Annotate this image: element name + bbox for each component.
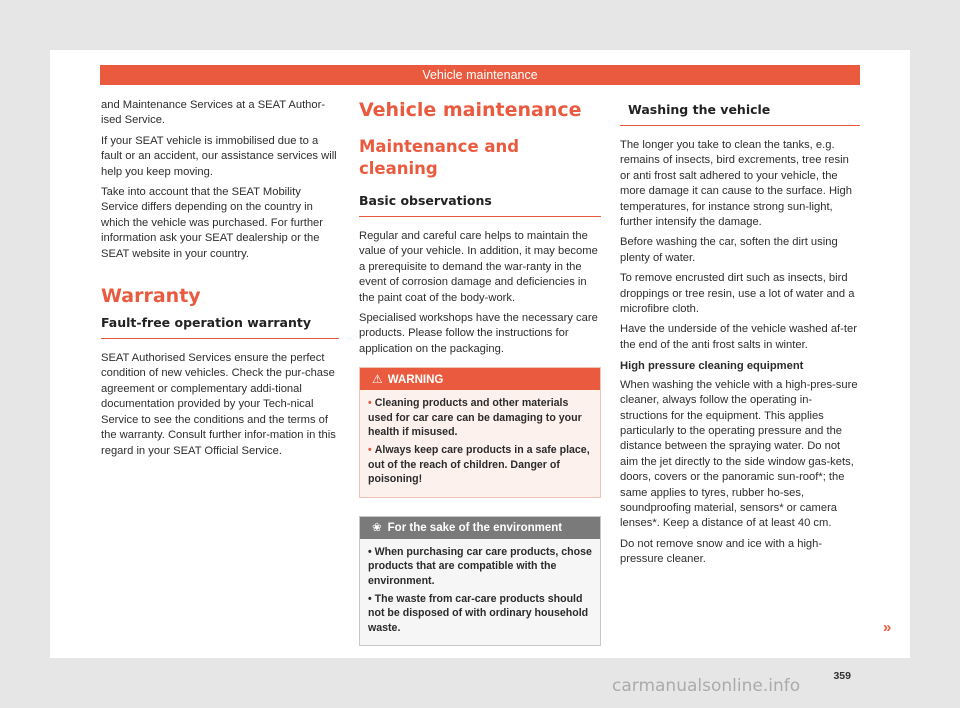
paragraph: Take into account that the SEAT Mobility Service differs depending on the country in which the vehicle was purchased. For further information ask your SEAT dealership or the SEAT website in your country. xyxy=(101,186,323,260)
environment-title: For the sake of the environment xyxy=(387,521,563,534)
warning-box xyxy=(359,367,601,497)
environment-item-text: When purchasing car care products, chose products that are compatible with the environment. xyxy=(368,545,592,587)
page-number: 359 xyxy=(833,670,851,682)
running-header: Vehicle maintenance xyxy=(100,65,860,85)
environment-header xyxy=(360,517,600,539)
environment-body xyxy=(360,539,600,645)
continue-icon: » xyxy=(883,619,892,636)
left-column xyxy=(101,98,339,464)
section-subheading: Maintenance and cleaning xyxy=(359,137,520,178)
warning-triangle-icon: ⚠ xyxy=(372,372,383,387)
paragraph: To remove encrusted dirt such as insects, bird droppings or tree resin, use a lot of water and a microfibre cloth. xyxy=(620,272,855,316)
topic-heading: Basic observations xyxy=(359,192,601,217)
middle-column xyxy=(359,98,601,646)
bullet-icon: • xyxy=(368,397,372,410)
bullet-icon: • xyxy=(368,592,375,605)
warning-title: WARNING xyxy=(387,374,444,387)
paragraph: SEAT Authorised Services ensure the perfect condition of new vehicles. Check the pur-chase agreement or complementary addi-tional documentation provided by your Tech-nical Service to see the conditions and the terms of the warranty. Consult further infor-mation in this regard in your SEAT Official Service. xyxy=(101,352,336,457)
page-sheet xyxy=(50,50,910,682)
section-heading: Vehicle maintenance xyxy=(359,99,582,121)
paragraph: and Maintenance Services at a SEAT Author-ised Service. xyxy=(101,99,326,127)
environment-item xyxy=(368,545,592,588)
warning-item xyxy=(368,443,592,486)
paragraph: The longer you take to clean the tanks, e.g. remains of insects, bird excrements, tree resin or anti frost salt adhered to your vehicle, the more damage it can cause to the surface. High temperatures, for instance strong sun-light, further intensify the damage. xyxy=(620,139,852,229)
right-column xyxy=(620,98,860,573)
environment-item xyxy=(368,592,592,635)
paragraph: Before washing the car, soften the dirt using plenty of water. xyxy=(620,236,838,264)
warning-header xyxy=(360,368,600,390)
paragraph: Have the underside of the vehicle washed af-ter the end of the anti frost salts in winter. xyxy=(620,323,857,351)
paragraph: If your SEAT vehicle is immobilised due to a fault or an accident, our assistance services will help you keep moving. xyxy=(101,134,337,178)
paragraph: When washing the vehicle with a high-pres-sure cleaner, always follow the operating in-structions for the equipment. This applies particularly to the operating pressure and the distance between the spraying water. Do not aim the jet directly to the side window gas-kets, doors, covers or the panoramic sun-roof*; the same applies to tyres, rubber ho-ses, soundproofing material, sensors* or camera lenses*. Keep a distance of at least 40 cm. xyxy=(620,378,858,530)
warning-item xyxy=(368,396,592,439)
paragraph: Regular and careful care helps to maintain the value of your vehicle. In addition, it may become a prerequisite to demand the war-ranty in the event of corrosion damage and deficiencies in the paint coat of the body-work. xyxy=(359,230,598,304)
environment-item-text: The waste from car-care products should not be disposed of with ordinary household waste. xyxy=(368,592,589,634)
paragraph: Specialised workshops have the necessary care products. Please follow the instructions for application on the packaging. xyxy=(359,312,598,355)
warranty-subheading: Fault-free operation warranty xyxy=(101,314,339,339)
bullet-icon: • xyxy=(368,545,375,558)
warning-item-text: Always keep care products in a safe place, out of the reach of children. Danger of poisoning! xyxy=(368,444,590,486)
bullet-icon: • xyxy=(368,444,372,457)
warning-body xyxy=(360,390,600,496)
warning-item-text: Cleaning products and other materials used for car care can be damaging to your health if misused. xyxy=(368,397,582,439)
pressure-subheading: High pressure cleaning equipment xyxy=(620,360,804,373)
watermark: carmanualsonline.info xyxy=(612,676,801,696)
flower-icon: ❀ xyxy=(372,521,382,534)
warranty-heading: Warranty xyxy=(101,285,201,308)
paragraph: Do not remove snow and ice with a high-pressure cleaner. xyxy=(620,537,823,566)
washing-heading: Washing the vehicle xyxy=(620,98,860,126)
environment-box xyxy=(359,516,601,646)
